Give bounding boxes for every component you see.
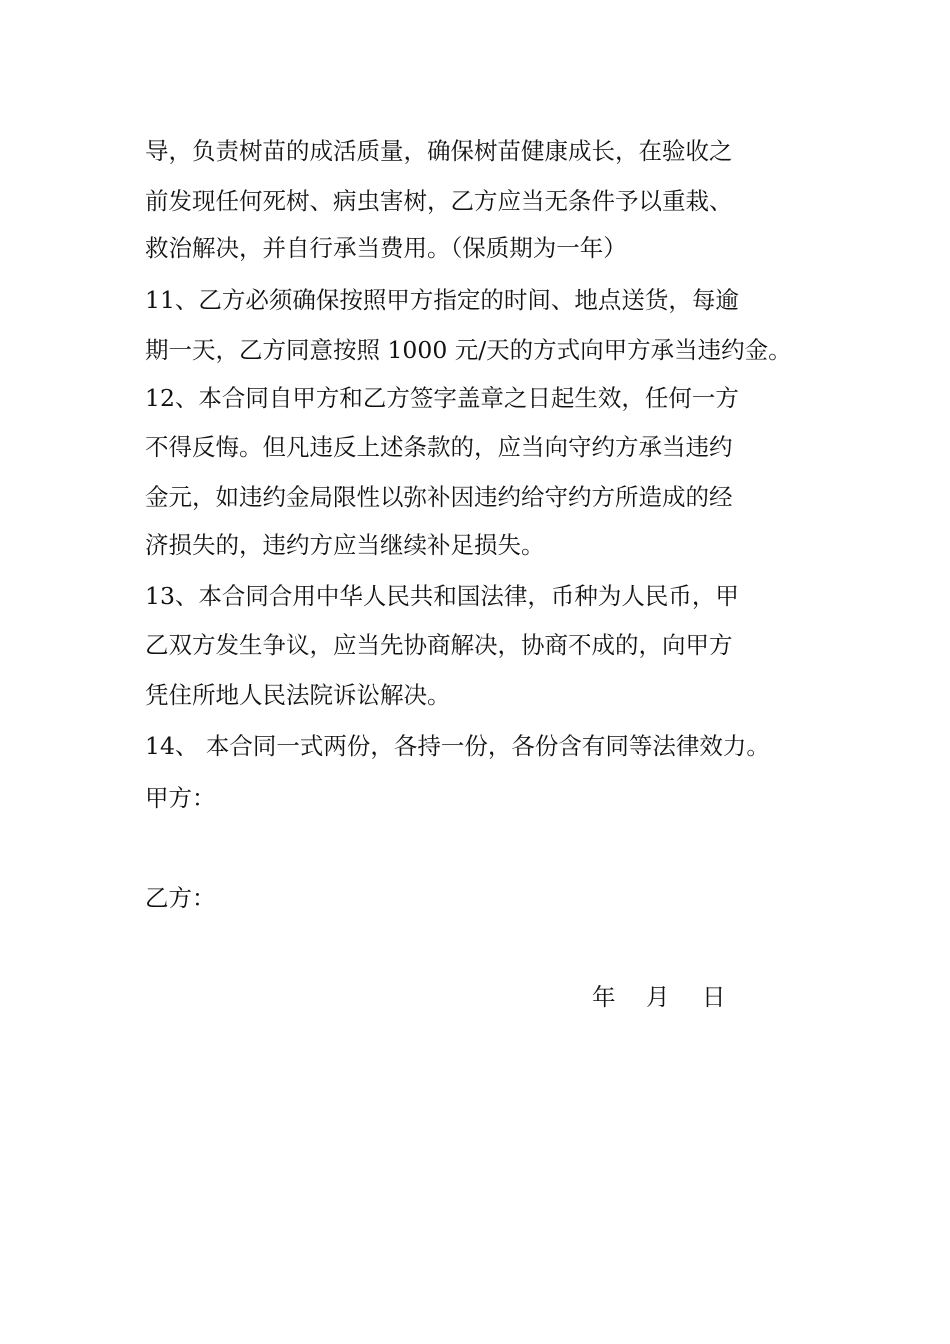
- clause-12-line-2: 不得反悔。但凡违反上述条款的，应当向守约方承当违约: [145, 433, 733, 461]
- party-b-label: 乙方：: [145, 884, 216, 912]
- party-a-label: 甲方：: [145, 784, 216, 812]
- signature-date: [592, 982, 726, 1012]
- clause-13-line-3: 凭住所地人民法院诉讼解决。: [145, 681, 451, 709]
- clause-11-line-2: 期一天，乙方同意按照 1000 元/天的方式向甲方承当违约金。: [145, 336, 792, 364]
- date-year-label: 年: [592, 983, 616, 1011]
- clause-13-line-1: 13、本合同合用中华人民共和国法律，币种为人民币，甲: [145, 582, 739, 610]
- date-month-label: 月: [646, 983, 670, 1011]
- body-line-2: 前发现任何死树、病虫害树，乙方应当无条件予以重栽、: [145, 187, 733, 215]
- clause-12-line-4: 济损失的，违约方应当继续补足损失。: [145, 531, 545, 559]
- body-line-3: 救治解决，并自行承当费用。（保质期为一年）: [145, 234, 627, 262]
- body-line-1: 导，负责树苗的成活质量，确保树苗健康成长，在验收之: [145, 137, 733, 165]
- date-day-label: 日: [702, 983, 726, 1011]
- clause-12-line-3: 金元，如违约金局限性以弥补因违约给守约方所造成的经: [145, 483, 733, 511]
- clause-13-line-2: 乙双方发生争议，应当先协商解决，协商不成的，向甲方: [145, 631, 733, 659]
- clause-14-line-1: 14、 本合同一式两份，各持一份，各份含有同等法律效力。: [145, 732, 770, 760]
- clause-11-line-1: 11、乙方必须确保按照甲方指定的时间、地点送货，每逾: [145, 286, 739, 314]
- clause-12-line-1: 12、本合同自甲方和乙方签字盖章之日起生效，任何一方: [145, 384, 739, 412]
